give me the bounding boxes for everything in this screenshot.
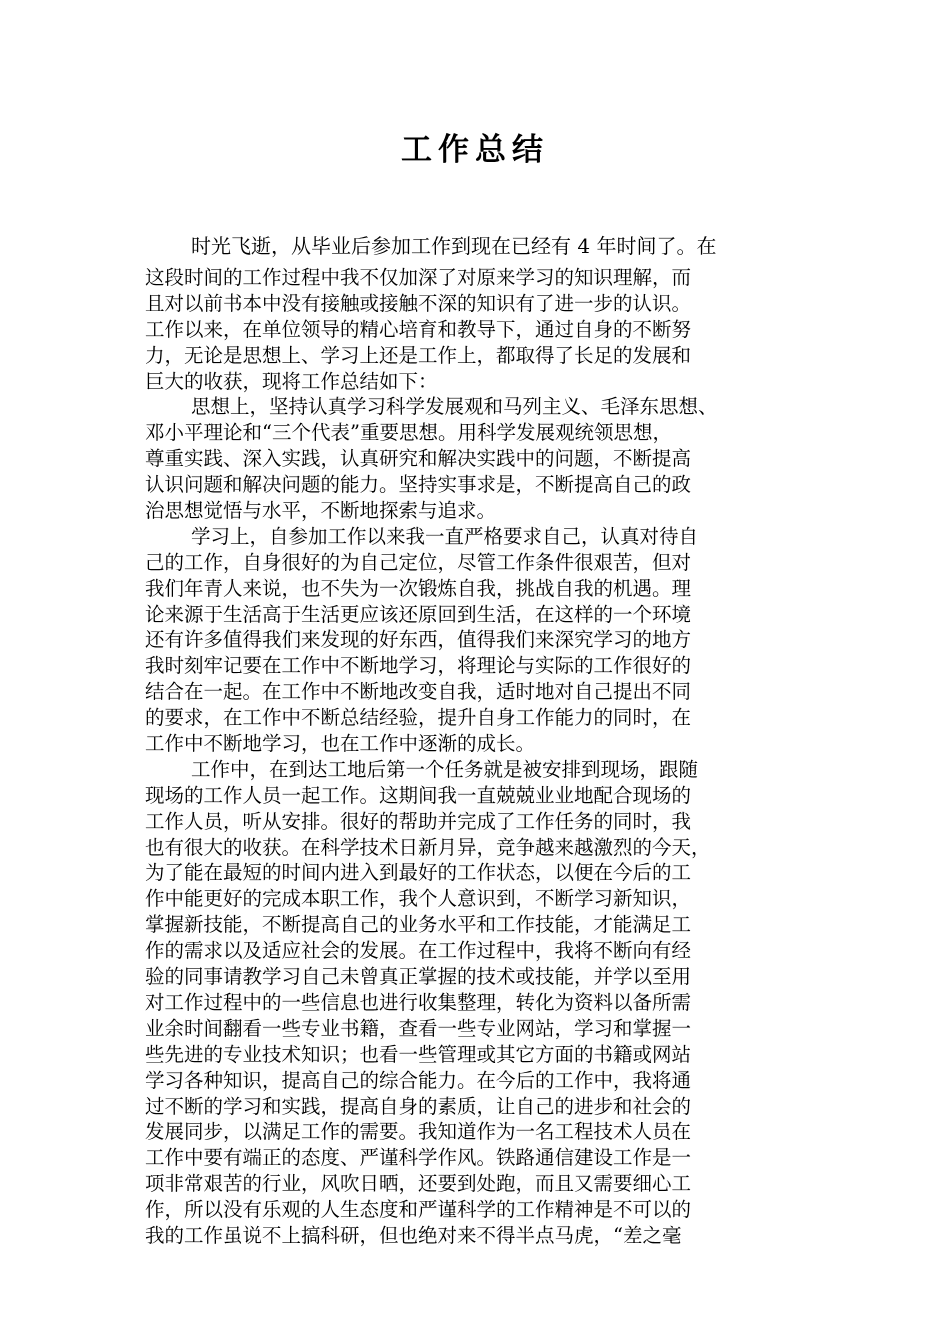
text-line: 工作人员，听从安排。很好的帮助并完成了工作任务的同时，我 bbox=[145, 809, 692, 833]
document-title: 工作总结 bbox=[401, 132, 549, 168]
text-line: 掌握新技能，不断提高自己的业务水平和工作技能，才能满足工 bbox=[145, 913, 692, 937]
text-line: 工作中不断地学习，也在工作中逐渐的成长。 bbox=[145, 732, 536, 756]
text-line: 治思想觉悟与水平，不断地探索与追求。 bbox=[145, 499, 497, 523]
text-line: 巨大的收获，现将工作总结如下： bbox=[145, 369, 438, 393]
text-line: 作，所以没有乐观的人生态度和严谨科学的工作精神是不可以的 bbox=[145, 1198, 692, 1222]
text-line: 论来源于生活高于生活更应该还原回到生活，在这样的一个环境 bbox=[145, 602, 692, 626]
text-line: 结合在一起。在工作中不断地改变自我，适时地对自己提出不同 bbox=[145, 680, 692, 704]
text-line: 为了能在最短的时间内进入到最好的工作状态，以便在今后的工 bbox=[145, 861, 692, 885]
body-text bbox=[145, 265, 825, 1249]
text-line: 学习上，自参加工作以来我一直严格要求自己，认真对待自 bbox=[191, 524, 699, 548]
text-line: 认识问题和解决问题的能力。坚持实事求是，不断提高自己的政 bbox=[145, 473, 692, 497]
text-line: 学习各种知识，提高自己的综合能力。在今后的工作中，我将通 bbox=[145, 1068, 692, 1092]
text-line: 还有许多值得我们来发现的好东西，值得我们来深究学习的地方 bbox=[145, 628, 692, 652]
text-line: 我们年青人来说，也不失为一次锻炼自我，挑战自我的机遇。理 bbox=[145, 576, 692, 600]
text-line: 些先进的专业技术知识；也看一些管理或其它方面的书籍或网站 bbox=[145, 1042, 692, 1066]
text-line: 尊重实践、深入实践，认真研究和解决实践中的问题，不断提高 bbox=[145, 447, 692, 471]
text-line: 作的需求以及适应社会的发展。在工作过程中，我将不断向有经 bbox=[145, 939, 692, 963]
text-line: 业余时间翻看一些专业书籍，查看一些专业网站，学习和掌握一 bbox=[145, 1016, 692, 1040]
text-line: 现场的工作人员一起工作。这期间我一直兢兢业业地配合现场的 bbox=[145, 783, 692, 807]
text-line: 我时刻牢记要在工作中不断地学习，将理论与实际的工作很好的 bbox=[145, 654, 692, 678]
text-line: 这段时间的工作过程中我不仅加深了对原来学习的知识理解，而 bbox=[145, 266, 692, 289]
text-line: 发展同步，以满足工作的需要。我知道作为一名工程技术人员在 bbox=[145, 1120, 692, 1144]
text-line: 我的工作虽说不上搞科研，但也绝对来不得半点马虎，“差之毫 bbox=[145, 1223, 682, 1247]
opening-line: 时光飞逝，从毕业后参加工作到现在已经有 4 年时间了。在 bbox=[191, 234, 717, 258]
text-line: 工作中要有端正的态度、严谨科学作风。铁路通信建设工作是一 bbox=[145, 1146, 692, 1170]
text-line: 力，无论是思想上、学习上还是工作上，都取得了长足的发展和 bbox=[145, 343, 692, 367]
text-line: 且对以前书本中没有接触或接触不深的知识有了进一步的认识。 bbox=[145, 291, 692, 315]
text-line: 对工作过程中的一些信息也进行收集整理，转化为资料以备所需 bbox=[145, 990, 692, 1014]
text-line: 作中能更好的完成本职工作，我个人意识到，不断学习新知识， bbox=[145, 887, 692, 911]
text-line: 也有很大的收获。在科学技术日新月异，竞争越来越激烈的今天， bbox=[145, 835, 711, 859]
text-line: 邓小平理论和“三个代表”重要思想。用科学发展观统领思想， bbox=[145, 421, 672, 445]
text-line: 项非常艰苦的行业，风吹日晒，还要到处跑，而且又需要细心工 bbox=[145, 1172, 692, 1196]
text-line: 工作中，在到达工地后第一个任务就是被安排到现场，跟随 bbox=[191, 757, 699, 781]
text-line: 工作以来，在单位领导的精心培育和教导下，通过自身的不断努 bbox=[145, 317, 692, 341]
text-line: 的要求，在工作中不断总结经验，提升自身工作能力的同时，在 bbox=[145, 706, 692, 730]
text-line: 过不断的学习和实践，提高自身的素质，让自己的进步和社会的 bbox=[145, 1094, 692, 1118]
text-line: 思想上，坚持认真学习科学发展观和马列主义、毛泽东思想、 bbox=[191, 395, 718, 419]
text-line: 验的同事请教学习自己未曾真正掌握的技术或技能，并学以至用 bbox=[145, 965, 692, 989]
text-line: 己的工作，自身很好的为自己定位，尽管工作条件很艰苦，但对 bbox=[145, 550, 692, 574]
